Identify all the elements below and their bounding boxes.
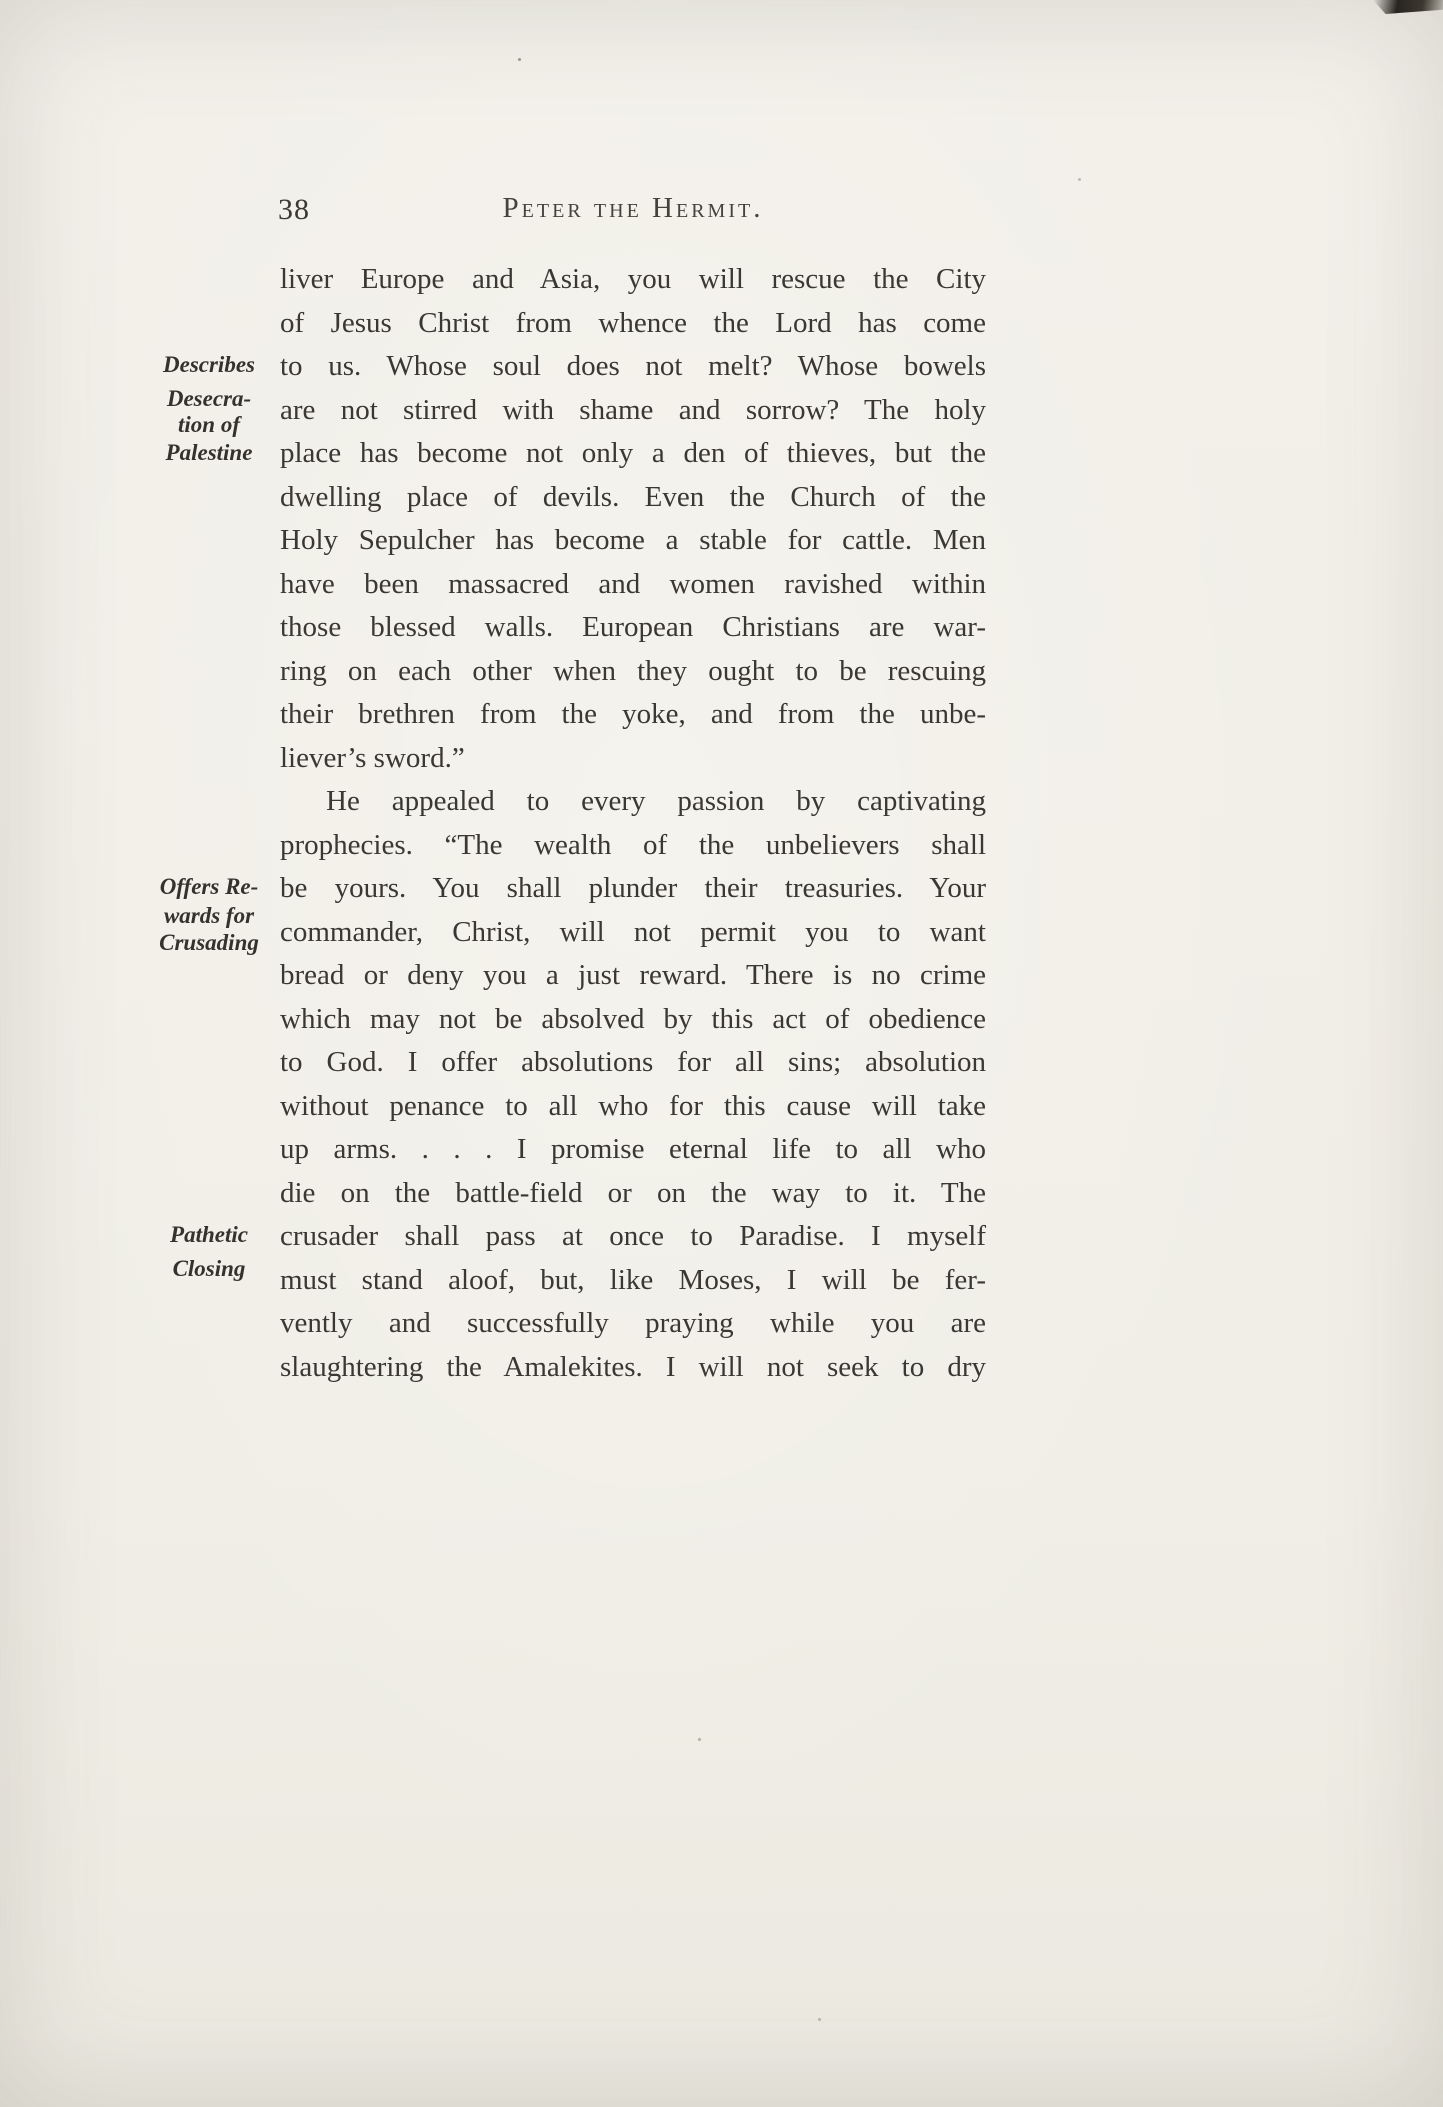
margin-note: Offers Re- (159, 874, 259, 899)
body-line: be yours. You shall plunder their treasuries. Your (280, 872, 986, 904)
body-line: which may not be absolved by this act of obedience (280, 1002, 986, 1035)
body-line: slaughtering the Amalekites. I will not seek to dry (280, 1350, 986, 1383)
body-line: He appealed to every passion by captivating (326, 785, 986, 817)
body-line: dwelling place of devils. Even the Church of the (280, 480, 986, 513)
body-line: liever’s sword.” (280, 741, 465, 774)
body-line: bread or deny you a just reward. There is no crime (280, 959, 986, 991)
body-line: of Jesus Christ from whence the Lord has come (280, 306, 986, 339)
body-line: ring on each other when they ought to be rescuing (280, 654, 986, 687)
body-line: must stand aloof, but, like Moses, I will be fer- (280, 1263, 986, 1296)
body-line: their brethren from the yoke, and from the unbe- (280, 698, 986, 730)
margin-note: wards for (163, 903, 255, 928)
body-line: commander, Christ, will not permit you to want (280, 915, 986, 948)
body-line: crusader shall pass at once to Paradise. I myself (280, 1220, 986, 1252)
margin-note: Palestine (165, 440, 253, 465)
page-number: 38 (278, 193, 310, 226)
body-line: die on the battle-field or on the way to it. The (280, 1176, 986, 1209)
margin-note: Closing (172, 1256, 246, 1281)
margin-note: Crusading (159, 930, 259, 955)
body-line: Holy Sepulcher has become a stable for cattle. Men (280, 524, 986, 556)
body-line: those blessed walls. European Christians are war- (280, 611, 986, 643)
margin-note: tion of (178, 412, 240, 437)
body-line: have been massacred and women ravished within (280, 567, 986, 600)
body-line: vently and successfully praying while you are (280, 1307, 986, 1339)
scan-artifact-corner (1373, 0, 1443, 14)
body-text (280, 258, 986, 1389)
body-line: are not stirred with shame and sorrow? The holy (280, 393, 986, 426)
body-line: without penance to all who for this cause will take (280, 1089, 986, 1122)
margin-note: Pathetic (170, 1222, 248, 1247)
body-line: liver Europe and Asia, you will rescue the City (280, 263, 986, 295)
margin-note: Desecra- (166, 386, 252, 411)
body-line: up arms. . . . I promise eternal life to all who (280, 1133, 986, 1165)
body-line: to God. I offer absolutions for all sins; absolution (280, 1046, 986, 1078)
body-line: prophecies. “The wealth of the unbelievers shall (280, 828, 986, 861)
margin-note: Describes (163, 352, 255, 377)
body-line: place has become not only a den of thieves, but the (280, 437, 986, 469)
body-line: to us. Whose soul does not melt? Whose bowels (280, 350, 986, 382)
running-header: Peter the Hermit. (502, 192, 764, 224)
